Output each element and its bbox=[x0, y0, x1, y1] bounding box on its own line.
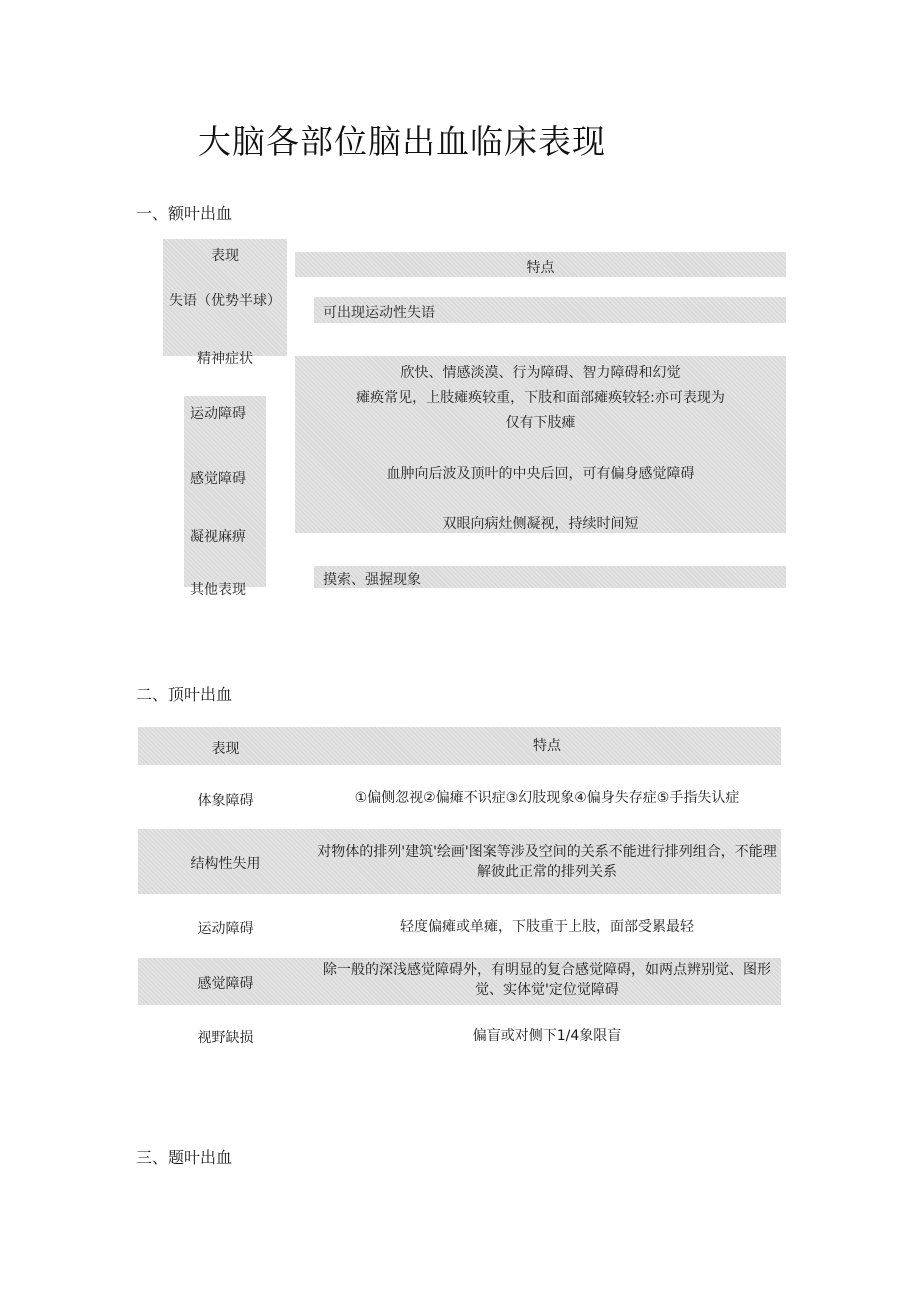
page-title: 大脑各部位脑出血临床表现 bbox=[198, 122, 606, 161]
frontal-label-box bbox=[163, 239, 287, 367]
parietal-header-row bbox=[138, 727, 781, 765]
frontal-header-bar bbox=[295, 252, 786, 277]
parietal-row-label: 感觉障碍 bbox=[197, 976, 254, 992]
frontal-row-gaze-desc: 双眼向病灶侧凝视，持续时间短 bbox=[442, 516, 639, 532]
frontal-header-feature: 特点 bbox=[526, 260, 555, 276]
frontal-row-mental-desc: 欣快、情感淡漠、行为障碍、智力障碍和幻觉 bbox=[400, 365, 681, 381]
frontal-row-sensory-desc: 血肿向后波及顶叶的中央后回，可有偏身感觉障碍 bbox=[386, 466, 695, 482]
table-row bbox=[138, 829, 781, 894]
parietal-row-label: 体象障碍 bbox=[197, 793, 254, 809]
frontal-row-other-label: 其他表现 bbox=[190, 582, 246, 598]
frontal-row-sensory-label: 感觉障碍 bbox=[190, 471, 246, 487]
parietal-row-desc: ①偏侧忽视②偏瘫不识症③幻肢现象④偏身失存症⑤手指失认症 bbox=[354, 790, 740, 806]
frontal-other-bar bbox=[314, 566, 786, 588]
frontal-row-motor-label: 运动障碍 bbox=[190, 406, 246, 422]
section3-heading: 三、题叶出血 bbox=[136, 1148, 233, 1167]
frontal-row-aphasia-desc: 可出现运动性失语 bbox=[323, 305, 435, 321]
frontal-row-other-desc: 摸索、强握现象 bbox=[323, 572, 421, 588]
section2-heading: 二、顶叶出血 bbox=[136, 685, 233, 704]
table-row bbox=[138, 908, 781, 948]
parietal-header-feature: 特点 bbox=[533, 738, 561, 754]
parietal-header-label: 表现 bbox=[211, 741, 240, 757]
frontal-desc-block bbox=[295, 356, 786, 533]
table-row bbox=[138, 1018, 781, 1058]
parietal-row-label: 结构性失用 bbox=[190, 856, 261, 872]
parietal-row-desc: 除一般的深浅感觉障碍外，有明显的复合感觉障碍，如两点辨别觉、图形觉、实体觉'定位觉障碍 bbox=[323, 962, 771, 998]
parietal-row-label: 视野缺损 bbox=[197, 1030, 254, 1046]
frontal-label-box-2 bbox=[184, 396, 266, 598]
frontal-aphasia-bar bbox=[314, 297, 786, 323]
parietal-row-label: 运动障碍 bbox=[197, 921, 254, 937]
frontal-row-mental-label: 精神症状 bbox=[197, 351, 253, 367]
frontal-row-motor-desc-2: 仅有下肢瘫 bbox=[505, 415, 576, 431]
parietal-row-desc: 轻度偏瘫或单瘫，下肢重于上肢，面部受累最轻 bbox=[400, 919, 694, 935]
frontal-header-label: 表现 bbox=[211, 248, 239, 264]
frontal-row-aphasia-label: 失语（优势半球） bbox=[169, 293, 281, 309]
frontal-row-motor-desc-1: 瘫痪常见，上肢瘫痪较重，下肢和面部瘫痪较轻:亦可表现为 bbox=[356, 390, 725, 406]
section1-heading: 一、额叶出血 bbox=[136, 204, 233, 223]
parietal-row-desc: 偏盲或对侧下1/4象限盲 bbox=[472, 1028, 622, 1044]
table-row bbox=[138, 778, 781, 822]
frontal-row-gaze-label: 凝视麻痹 bbox=[190, 529, 246, 545]
parietal-row-desc: 对物体的排列'建筑'绘画'图案等涉及空间的关系不能进行排列组合，不能理解彼此正常的排列关系 bbox=[317, 844, 777, 880]
table-row bbox=[138, 958, 781, 1005]
